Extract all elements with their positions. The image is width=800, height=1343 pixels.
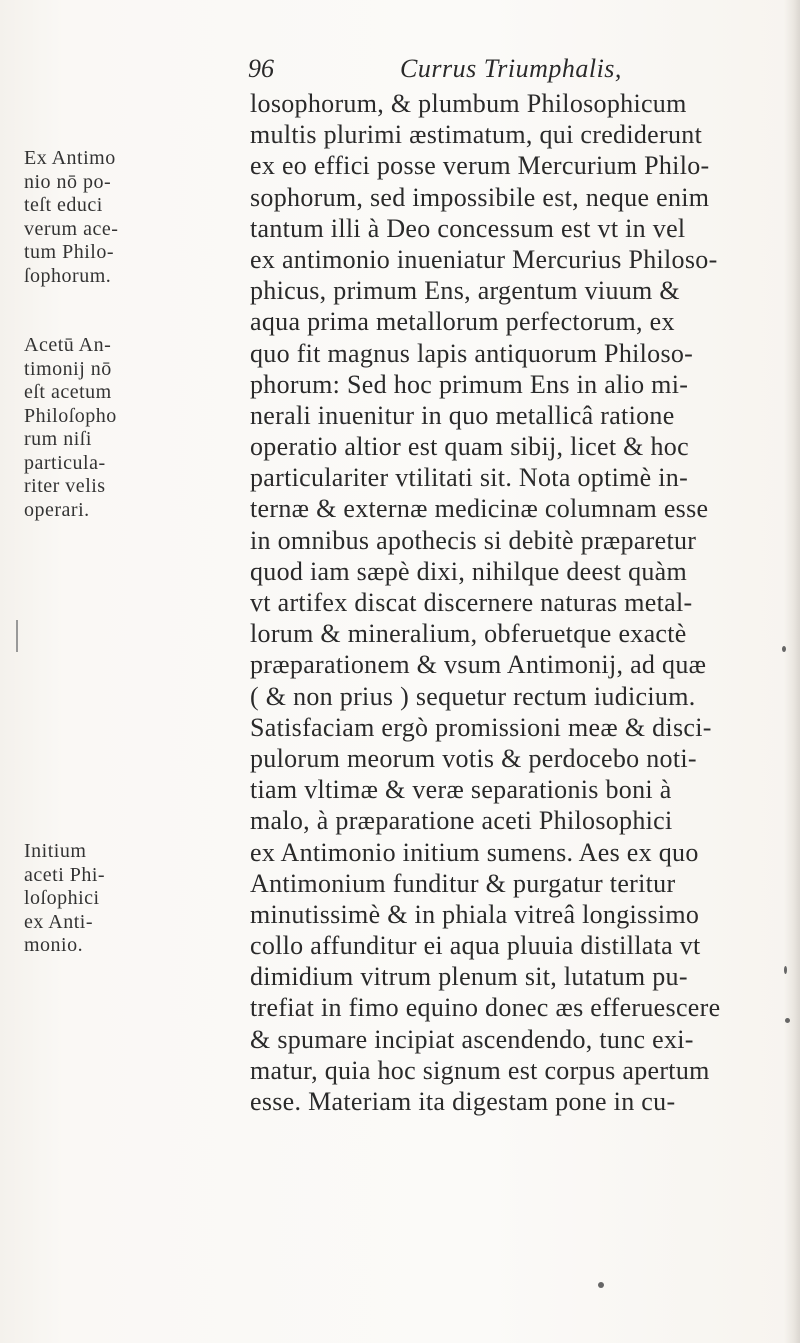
margin-note-antimony-vinegar bbox=[24, 147, 244, 288]
margin-note-line: Initium bbox=[24, 840, 87, 862]
margin-note-line: ex Anti- bbox=[24, 910, 93, 933]
margin-note-line: eſt acetum bbox=[24, 381, 112, 403]
margin-note-line: Acetū An- bbox=[24, 334, 112, 356]
margin-note-line: tum Philo- bbox=[24, 241, 115, 263]
margin-note-line: teſt educi bbox=[24, 194, 103, 216]
margin-note-line: operari. bbox=[24, 498, 90, 521]
margin-note-initium bbox=[24, 840, 244, 958]
ink-speck bbox=[598, 1282, 604, 1288]
margin-note-line: aceti Phi- bbox=[24, 863, 106, 886]
text-line: præparationem & vsum Antimonij, ad quæ bbox=[250, 650, 707, 680]
text-line: pulorum meorum votis & perdocebo noti- bbox=[250, 743, 697, 773]
text-line: particulariter vtilitati sit. Nota optimè in- bbox=[250, 463, 689, 493]
text-line: quo fit magnus lapis antiquorum Philoso- bbox=[250, 338, 694, 368]
margin-note-line: ſophorum. bbox=[24, 264, 112, 287]
margin-note-line: monio. bbox=[24, 934, 84, 956]
text-line: Satisfaciam ergò promissioni meæ & disci- bbox=[250, 712, 712, 742]
text-line: tantum illi à Deo concessum est vt in vel bbox=[250, 213, 686, 243]
text-line: matur, quia hoc signum est corpus apertum bbox=[250, 1055, 710, 1085]
margin-note-line: rum niſi bbox=[24, 428, 92, 450]
margin-note-line: Ex Antimo bbox=[24, 147, 116, 169]
margin-note-line: riter velis bbox=[24, 475, 106, 497]
text-line: nerali inuenitur in quo metallicâ ratione bbox=[250, 400, 675, 430]
text-line: collo affunditur ei aqua pluuia distillata vt bbox=[250, 931, 701, 961]
margin-note-line: nio nō po- bbox=[24, 170, 112, 193]
page-header bbox=[248, 54, 768, 90]
text-line: malo, à præparatione aceti Philosophici bbox=[250, 806, 673, 836]
margin-note-line: Philoſopho bbox=[24, 404, 117, 427]
text-line: quod iam sæpè dixi, nihilque deest quàm bbox=[250, 556, 688, 586]
margin-note-acetum bbox=[24, 334, 244, 522]
text-line: aqua prima metallorum perfectorum, ex bbox=[250, 307, 675, 337]
text-line: ex eo effici posse verum Mercurium Philo- bbox=[250, 151, 710, 181]
ink-mark bbox=[16, 620, 18, 652]
page-edge-shadow bbox=[784, 0, 800, 1343]
text-line: losophorum, & plumbum Philosophicum bbox=[250, 89, 687, 118]
text-line: multis plurimi æstimatum, qui crediderunt bbox=[250, 120, 703, 150]
text-line: ( & non prius ) sequetur rectum iudicium. bbox=[250, 681, 696, 711]
text-line: vt artifex discat discernere naturas metal- bbox=[250, 588, 693, 617]
text-line: & spumare incipiat ascendendo, tunc exi- bbox=[250, 1024, 694, 1054]
margin-note-line: timonij nō bbox=[24, 357, 112, 380]
page-number: 96 bbox=[248, 54, 274, 83]
text-line: phicus, primum Ens, argentum viuum & bbox=[250, 276, 680, 306]
running-title: Currus Triumphalis, bbox=[400, 54, 622, 83]
text-line: minutissimè & in phiala vitreâ longissimo bbox=[250, 899, 700, 929]
text-line: lorum & mineralium, obferuetque exactè bbox=[250, 619, 687, 649]
margin-note-line: verum ace- bbox=[24, 217, 119, 240]
text-line: operatio altior est quam sibij, licet & hoc bbox=[250, 432, 689, 462]
text-line: phorum: Sed hoc primum Ens in alio mi- bbox=[250, 369, 689, 399]
text-line: tiam vltimæ & veræ separationis boni à bbox=[250, 775, 672, 805]
text-line: trefiat in fimo equino donec æs efferuescere bbox=[250, 993, 721, 1023]
margin-note-line: particula- bbox=[24, 451, 106, 474]
text-line: ex antimonio inueniatur Mercurius Philoso- bbox=[250, 244, 718, 274]
text-line: esse. Materiam ita digestam pone in cu- bbox=[250, 1087, 676, 1116]
text-line: dimidium vitrum plenum sit, lutatum pu- bbox=[250, 962, 688, 992]
main-text-block bbox=[250, 88, 790, 1117]
text-line: ternæ & externæ medicinæ columnam esse bbox=[250, 494, 709, 524]
text-line: Antimonium funditur & purgatur teritur bbox=[250, 868, 676, 898]
text-line: in omnibus apothecis si debitè præparetur bbox=[250, 525, 697, 555]
margin-note-line: loſophici bbox=[24, 887, 100, 909]
text-line: sophorum, sed impossibile est, neque enim bbox=[250, 182, 710, 212]
text-line: ex Antimonio initium sumens. Aes ex quo bbox=[250, 837, 699, 867]
